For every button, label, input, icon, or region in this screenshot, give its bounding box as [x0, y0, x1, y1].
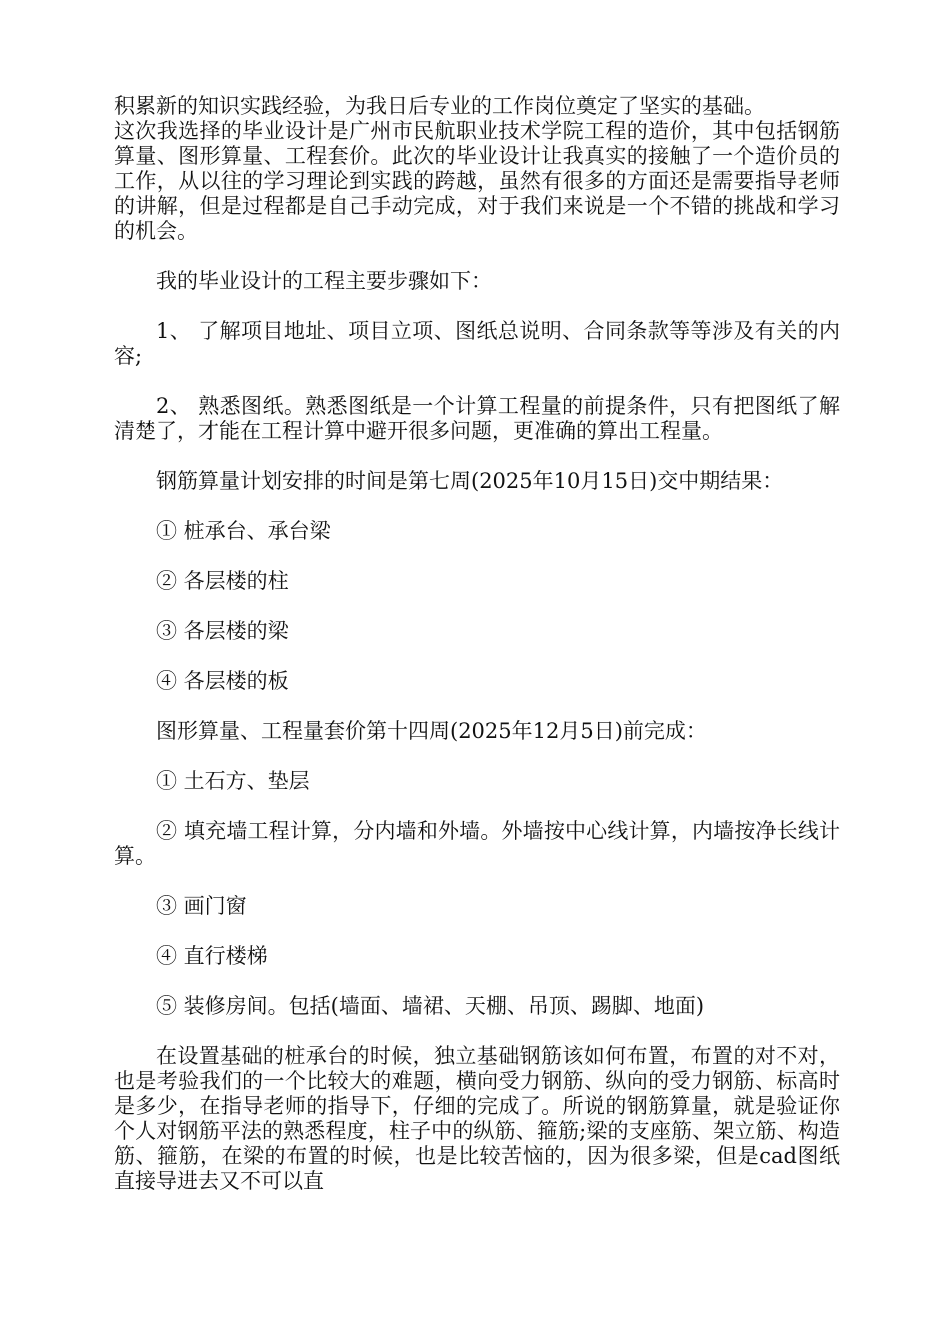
paragraph-project-overview: 这次我选择的毕业设计是广州市民航职业技术学院工程的造价，其中包括钢筋算量、图形算量、工程套价。此次的毕业设计让我真实的接触了一个造价员的工作，从以往的学习理论到实践的跨越，虽然有很多的方面还是需要指导老师的讲解，但是过程都是自己手动完成，对于我们来说是一个不错的挑战和学习的机会。 [114, 119, 840, 243]
list-item-graphics-4: ④ 直行楼梯 [156, 944, 268, 968]
paragraph-graphics-schedule: 图形算量、工程量套价第十四周(2025年12月5日)前完成： [156, 719, 707, 743]
paragraph-step-2: 2、 熟悉图纸。熟悉图纸是一个计算工程量的前提条件，只有把图纸了解清楚了，才能在工程计算中避开很多问题，更准确的算出工程量。 [114, 394, 840, 443]
list-item-graphics-5: ⑤ 装修房间。包括(墙面、墙裙、天棚、吊顶、踢脚、地面) [156, 994, 705, 1018]
list-item-graphics-2: ② 填充墙工程计算，分内墙和外墙。外墙按中心线计算，内墙按净长线计算。 [114, 819, 840, 868]
list-item-graphics-3: ③ 画门窗 [156, 894, 247, 918]
list-item-rebar-4: ④ 各层楼的板 [156, 669, 289, 693]
paragraph-intro-continuation: 积累新的知识实践经验，为我日后专业的工作岗位奠定了坚实的基础。 [114, 94, 765, 118]
paragraph-foundation-rebar: 在设置基础的桩承台的时候，独立基础钢筋该如何布置，布置的对不对，也是考验我们的一个比较大的难题，横向受力钢筋、纵向的受力钢筋、标高时是多少，在指导老师的指导下，仔细的完成了。所说的钢筋算量，就是验证你个人对钢筋平法的熟悉程度，柱子中的纵筋、箍筋;梁的支座筋、架立筋、构造筋、箍筋，在梁的布置的时候，也是比较苦恼的，因为很多梁，但是cad图纸直接导进去又不可以直 [114, 1044, 840, 1193]
list-item-graphics-1: ① 土石方、垫层 [156, 769, 310, 793]
list-item-rebar-2: ② 各层楼的柱 [156, 569, 289, 593]
paragraph-steps-heading: 我的毕业设计的工程主要步骤如下： [156, 269, 492, 293]
paragraph-step-1: 1、 了解项目地址、项目立项、图纸总说明、合同条款等等涉及有关的内容; [114, 319, 840, 368]
paragraph-rebar-schedule: 钢筋算量计划安排的时间是第七周(2025年10月15日)交中期结果： [156, 469, 784, 493]
list-item-rebar-1: ① 桩承台、承台梁 [156, 519, 331, 543]
document-page [114, 94, 840, 1194]
list-item-rebar-3: ③ 各层楼的梁 [156, 619, 289, 643]
